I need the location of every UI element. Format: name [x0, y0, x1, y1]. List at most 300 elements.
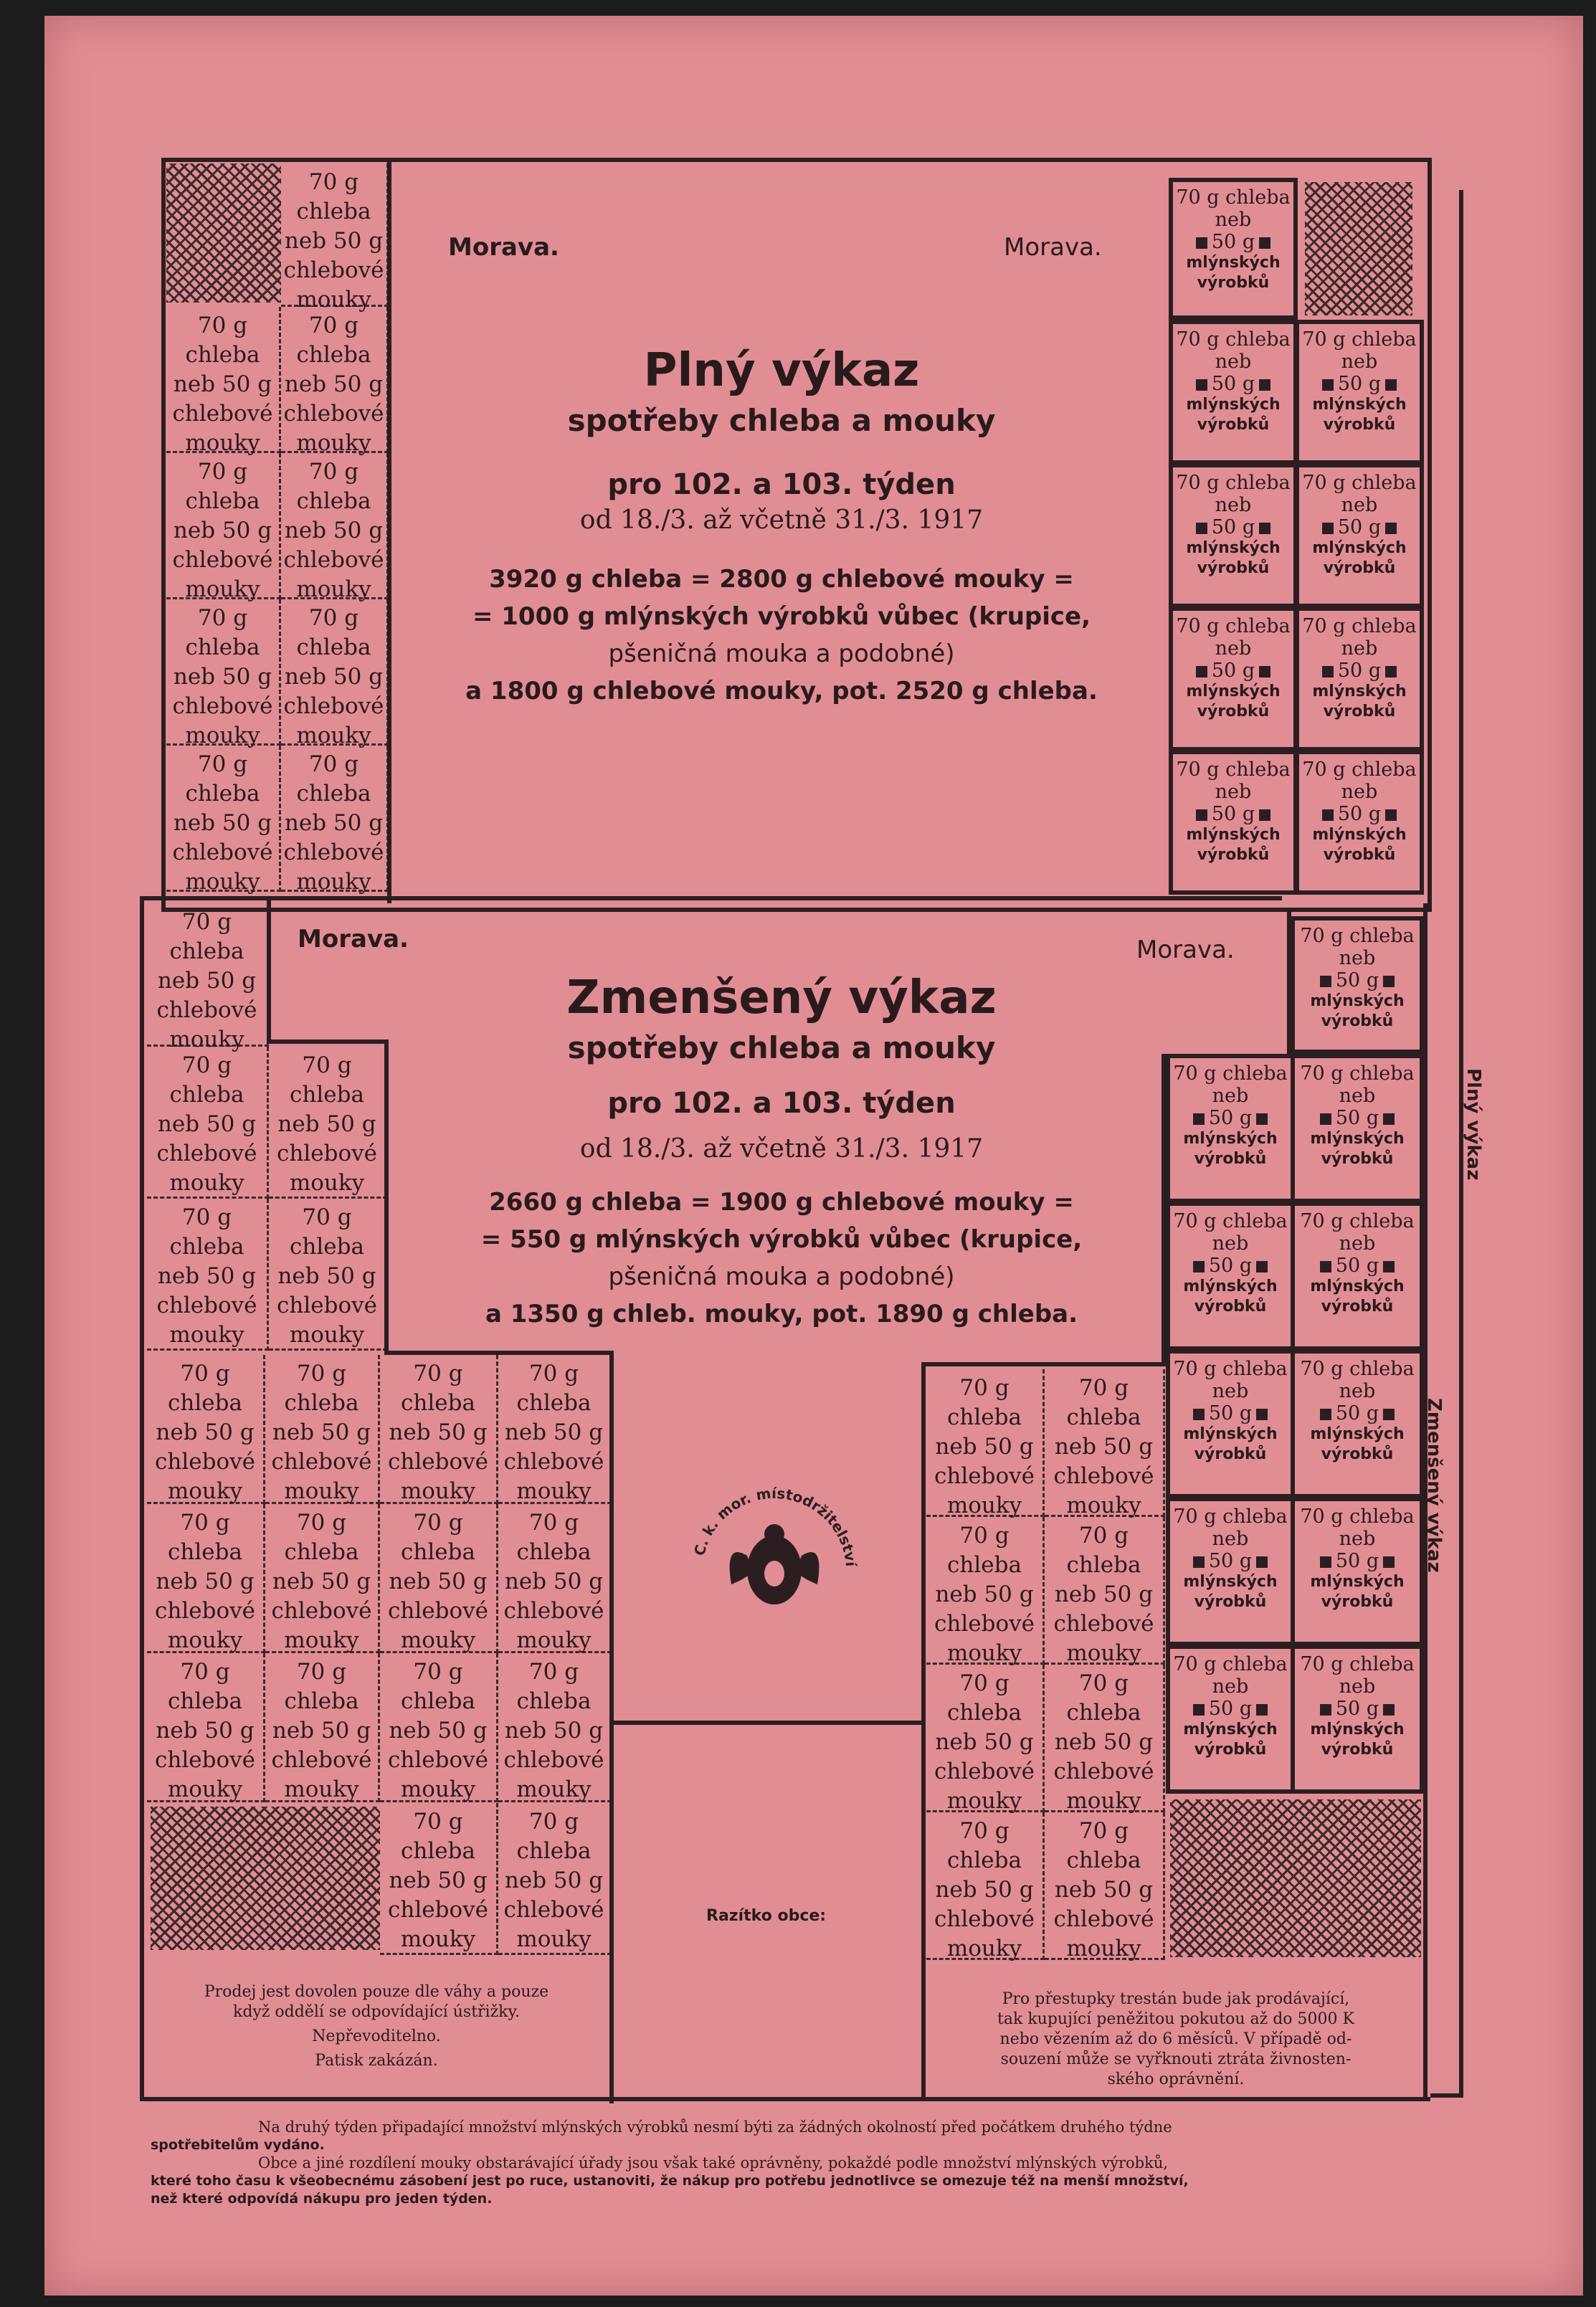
square-icon — [1383, 1704, 1395, 1716]
footer-l2: spotřebitelům vydáno. — [151, 2137, 325, 2153]
bread-coupon — [1045, 1369, 1165, 1517]
footer-l5: než které odpovídá nákupu pro jeden týden. — [151, 2191, 493, 2207]
mill-coupon — [1166, 1497, 1295, 1646]
mill-coupon-amount — [1170, 1402, 1291, 1424]
coupon-text: chlebové — [388, 1598, 488, 1624]
square-icon — [1256, 1556, 1268, 1568]
mill-coupon-text: mlýnských — [1186, 539, 1281, 557]
mill-coupon-text: mlýnských — [1186, 254, 1281, 272]
mill-coupon-text: 50 g — [1211, 373, 1255, 395]
coupon-text: neb 50 g — [1054, 1729, 1154, 1755]
mill-coupon-text: výrobků — [1321, 1298, 1394, 1316]
coupon-text: neb 50 g — [389, 1718, 488, 1744]
coupon-text: neb 50 g — [1054, 1581, 1154, 1607]
mill-coupon-text: výrobků — [1321, 1150, 1394, 1168]
bread-coupon — [498, 1504, 612, 1653]
coupon-text: mouky — [185, 869, 260, 895]
bread-coupon — [265, 1355, 380, 1504]
mill-coupon-text: neb — [1341, 351, 1378, 373]
coupon-text: neb 50 g — [284, 371, 384, 397]
full-amounts — [402, 561, 1162, 710]
mill-coupon-text: 50 g — [1211, 516, 1255, 538]
region-label-left: Morava. — [448, 233, 559, 262]
full-title: Plný výkaz — [643, 344, 920, 397]
mill-coupon-text: 70 g chleba — [1176, 186, 1291, 209]
coupon-text: 70 g chleba — [1066, 1375, 1141, 1430]
coupon-text: 70 g chleba — [516, 1659, 592, 1714]
mill-coupon-text: 50 g — [1335, 1698, 1379, 1720]
coupon-text: mouky — [400, 1926, 476, 1952]
side-tab-line — [1430, 2093, 1463, 2098]
mill-coupon-text: 70 g chleba — [1300, 1653, 1415, 1675]
mill-coupon-text: výrobků — [1321, 1445, 1394, 1463]
mill-coupon-text: 50 g — [1335, 1402, 1379, 1424]
mill-coupon-text: 50 g — [1337, 516, 1382, 538]
mill-coupon-text: výrobků — [1197, 846, 1270, 864]
coupon-text: mouky — [516, 1926, 592, 1952]
coupon-text: mouky — [289, 1170, 365, 1196]
square-icon — [1256, 1261, 1268, 1273]
mill-coupon-text: mlýnských — [1310, 1425, 1405, 1443]
coupon-text: mouky — [296, 869, 371, 895]
mill-coupon-text: výrobků — [1321, 1012, 1394, 1030]
coupon-text: chlebové — [283, 547, 384, 573]
square-icon — [1383, 1113, 1395, 1125]
mill-coupon-amount — [1295, 1550, 1420, 1572]
bread-coupon — [380, 1653, 498, 1802]
reduced-dates: od 18./3. až včetně 31./3. 1917 — [579, 1134, 984, 1164]
mill-coupon-text: mlýnských — [1310, 1573, 1405, 1591]
coupon-text: neb 50 g — [504, 1419, 604, 1445]
bread-coupon — [498, 1803, 612, 1955]
coupon-text: neb 50 g — [157, 968, 257, 994]
coupon-text: mouky — [185, 576, 260, 602]
reduced-subtitle: spotřeby chleba a mouky — [567, 1030, 996, 1065]
divider — [1287, 910, 1291, 1058]
square-icon — [1320, 1704, 1331, 1716]
mill-coupon-text: 50 g — [1208, 1402, 1253, 1424]
bread-coupon — [380, 1504, 498, 1653]
mill-coupon-text: výrobků — [1321, 1593, 1394, 1611]
coupon-text: mouky — [296, 287, 371, 313]
square-icon — [1193, 1261, 1205, 1273]
coupon-text: chlebové — [388, 1449, 488, 1475]
divider — [921, 1362, 1165, 1366]
coupon-text: chlebové — [503, 1897, 604, 1923]
mill-coupon-text: 50 g — [1211, 803, 1255, 825]
coupon-text: neb 50 g — [272, 1569, 371, 1594]
coupon-text: mouky — [169, 1170, 244, 1196]
coupon-text: 70 g chleba — [185, 605, 260, 660]
mill-coupon-text: 70 g chleba — [1300, 1506, 1415, 1528]
mill-coupon-text: 70 g chleba — [1173, 1358, 1288, 1380]
full-ration-heading — [402, 344, 1162, 710]
square-icon — [1193, 1556, 1205, 1568]
divider — [267, 1040, 389, 1044]
bread-coupon — [269, 1047, 387, 1199]
mill-coupon-amount — [1170, 1255, 1291, 1277]
full-line3: pšeničná mouka a podobné) — [608, 639, 955, 668]
divider — [384, 1040, 389, 1355]
square-icon — [1256, 1409, 1268, 1420]
coupon-text: chlebové — [1053, 1611, 1154, 1637]
official-seal — [681, 1462, 868, 1649]
bread-coupon — [498, 1355, 612, 1504]
coupon-text: chlebové — [271, 1449, 372, 1475]
coupon-text: mouky — [516, 1478, 592, 1504]
coupon-text: chlebové — [283, 257, 384, 283]
mill-coupon-text: neb — [1339, 1528, 1376, 1550]
mill-coupon-text: 50 g — [1208, 1698, 1253, 1720]
coupon-text: 70 g chleba — [947, 1818, 1022, 1873]
mill-coupon-amount — [1170, 1550, 1291, 1572]
full-line1: 3920 g chleba = 2800 g chlebové mouky = — [489, 565, 1074, 594]
mill-coupon-amount — [1295, 969, 1420, 991]
divider — [140, 896, 144, 2101]
mill-coupon-text: neb — [1215, 494, 1252, 516]
mill-coupon-text: neb — [1212, 1085, 1249, 1107]
right-notice-l1: Pro přestupky trestán bude jak prodávající, — [1002, 1990, 1350, 2008]
mill-coupon-text: 50 g — [1211, 231, 1255, 253]
square-icon — [1320, 1409, 1331, 1420]
mill-coupon-text: mlýnských — [1183, 1721, 1278, 1738]
mill-coupon-text: mlýnských — [1312, 539, 1407, 557]
mill-coupon-amount — [1170, 1698, 1291, 1720]
bread-coupon — [498, 1653, 612, 1802]
mill-coupon-text: výrobků — [1194, 1150, 1267, 1168]
bread-coupon — [1045, 1812, 1165, 1960]
right-notice-l2: tak kupující peněžitou pokutou až do 5000 K — [997, 2010, 1354, 2028]
mill-coupon-text: výrobků — [1194, 1445, 1267, 1463]
mill-coupon-text: mlýnských — [1312, 682, 1407, 700]
square-icon — [1256, 1113, 1268, 1125]
coupon-text: neb 50 g — [173, 371, 272, 397]
mill-coupon-text: výrobků — [1323, 416, 1396, 434]
coupon-text: chlebové — [172, 547, 273, 573]
coupon-text: 70 g chleba — [296, 459, 371, 514]
coupon-text: neb 50 g — [156, 1569, 255, 1594]
coupon-text: neb 50 g — [935, 1877, 1034, 1903]
divider — [267, 896, 271, 1040]
coupon-text: neb 50 g — [277, 1111, 376, 1137]
coupon-text: mouky — [167, 1776, 243, 1802]
mill-coupon-text: 50 g — [1335, 969, 1379, 991]
coupon-text: 70 g chleba — [947, 1523, 1022, 1578]
coupon-text: mouky — [296, 576, 371, 602]
mill-coupon-text: neb — [1215, 781, 1252, 803]
side-label-full: Plný výkaz — [1463, 1068, 1484, 1181]
coupon-text: mouky — [516, 1776, 592, 1802]
region-label-left: Morava. — [298, 925, 409, 953]
coupon-text: 70 g chleba — [1066, 1818, 1141, 1873]
coupon-text: 70 g chleba — [947, 1670, 1022, 1726]
coupon-text: mouky — [1066, 1640, 1141, 1666]
mill-coupon — [1166, 1349, 1295, 1498]
square-icon — [1193, 1704, 1205, 1716]
coupon-text: neb 50 g — [272, 1419, 371, 1445]
footer-l4: které toho času k všeobecnému zásobení jest po ruce, ustanoviti, že nákup pro potřebu jednotlivce se omezuje též na menší množství, — [151, 2173, 1189, 2189]
coupon-text: neb 50 g — [173, 664, 272, 690]
mill-coupon-text: neb — [1212, 1528, 1249, 1550]
coupon-text: chlebové — [283, 693, 384, 719]
reduced-line4: a 1350 g chleb. mouky, pot. 1890 g chleba. — [485, 1300, 1078, 1328]
mill-coupon-text: 50 g — [1335, 1255, 1379, 1277]
coupon-text: 70 g chleba — [1066, 1523, 1141, 1578]
coupon-text: neb 50 g — [935, 1581, 1034, 1607]
mill-coupon-text: neb — [1215, 637, 1252, 660]
mill-coupon-text: výrobků — [1197, 703, 1270, 720]
mill-coupon-text: neb — [1339, 1232, 1376, 1255]
coupon-text: chlebové — [156, 1141, 257, 1166]
coupon-text: chlebové — [1053, 1759, 1154, 1784]
coupon-text: 70 g chleba — [185, 751, 260, 807]
coupon-text: mouky — [167, 1478, 243, 1504]
full-line2: = 1000 g mlýnských výrobků vůbec (krupice, — [472, 602, 1091, 631]
coupon-text: neb 50 g — [284, 810, 384, 836]
mill-coupon-text: neb — [1215, 351, 1252, 373]
coupon-text: chlebové — [283, 401, 384, 427]
coupon-text: 70 g chleba — [185, 313, 260, 368]
square-icon — [1383, 1409, 1395, 1420]
svg-text:C. k. mor. místodržitelství — [690, 1485, 860, 1568]
coupon-text: neb 50 g — [504, 1569, 604, 1594]
reduced-line3: pšeničná mouka a podobné) — [608, 1262, 955, 1291]
mill-coupon-text: mlýnských — [1183, 1278, 1278, 1295]
mill-coupon-text: mlýnských — [1312, 396, 1407, 414]
coupon-text: mouky — [284, 1776, 359, 1802]
coupon-text: chlebové — [172, 839, 273, 865]
mill-coupon-text: 50 g — [1208, 1255, 1253, 1277]
mill-coupon-text: výrobků — [1197, 274, 1270, 292]
coupon-text: neb 50 g — [157, 1263, 257, 1289]
coupon-text: neb 50 g — [272, 1718, 371, 1744]
mill-coupon-amount — [1295, 1255, 1420, 1277]
coupon-text: 70 g chleba — [401, 1659, 475, 1714]
mill-coupon-text: mlýnských — [1310, 992, 1405, 1010]
reduced-title: Zmenšený výkaz — [566, 971, 997, 1024]
mill-coupon-text: mlýnských — [1186, 396, 1281, 414]
mill-coupon-amount — [1295, 1402, 1420, 1424]
mill-coupon-text: 70 g chleba — [1173, 1062, 1288, 1085]
divider — [921, 1362, 926, 2101]
coupon-text: mouky — [946, 1493, 1022, 1518]
seal-text: C. k. mor. místodržitelství — [690, 1484, 860, 1568]
mill-coupon-text: 70 g chleba — [1176, 615, 1291, 637]
coupon-text: chlebové — [271, 1598, 372, 1624]
square-icon — [1320, 1113, 1331, 1125]
bread-coupon — [380, 1355, 498, 1504]
divider — [609, 1721, 925, 1725]
coupon-text: 70 g chleba — [947, 1375, 1022, 1430]
coupon-text: mouky — [284, 1627, 359, 1653]
coupon-text: mouky — [946, 1640, 1022, 1666]
stamp-label: Razítko obce: — [706, 1907, 827, 1925]
coupon-text: chlebové — [934, 1906, 1035, 1932]
coupon-text: neb 50 g — [284, 228, 384, 254]
coupon-text: chlebové — [277, 1141, 377, 1166]
region-label-right: Morava. — [1136, 936, 1235, 964]
side-label-reduced: Zmenšený výkaz — [1423, 1398, 1445, 1573]
coupon-text: mouky — [1066, 1493, 1141, 1518]
mill-coupon — [1291, 1202, 1424, 1351]
bread-coupon — [147, 1047, 269, 1199]
coupon-text: 70 g chleba — [284, 1510, 359, 1565]
footer-l3: Obce a jiné rozdílení mouky obstarávající úřady jsou však také oprávněny, pokaždé podle množství mlýnských výrobků, — [258, 2154, 1169, 2172]
coupon-text: chlebové — [155, 1598, 255, 1624]
reduced-ration-heading — [402, 971, 1162, 1333]
full-line4: a 1800 g chlebové mouky, pot. 2520 g chleba. — [465, 677, 1098, 705]
bread-coupon — [269, 1199, 387, 1351]
coupon-text: chlebové — [934, 1759, 1035, 1784]
coupon-text: chlebové — [1053, 1906, 1154, 1932]
mill-coupon — [1291, 1645, 1424, 1794]
coupon-text: neb 50 g — [389, 1419, 488, 1445]
square-icon — [1320, 1556, 1331, 1568]
bread-coupon — [926, 1369, 1045, 1517]
coupon-text: mouky — [946, 1788, 1022, 1814]
mill-coupon-text: 50 g — [1208, 1550, 1253, 1572]
mill-coupon-text: 50 g — [1211, 660, 1255, 682]
mill-coupon-text: 70 g chleba — [1300, 1358, 1415, 1380]
mill-coupon-text: výrobků — [1323, 703, 1396, 720]
mill-coupon-text: 70 g chleba — [1302, 615, 1417, 637]
mill-coupon — [1291, 916, 1424, 1054]
coupon-text: chlebové — [155, 1449, 255, 1475]
coupon-text: chlebové — [388, 1747, 488, 1773]
mill-coupon-text: mlýnských — [1183, 1573, 1278, 1591]
coupon-text: 70 g chleba — [168, 1361, 242, 1416]
mill-coupon-amount — [1295, 1107, 1420, 1129]
coupon-text: chlebové — [172, 401, 273, 427]
full-period: pro 102. a 103. týden — [607, 468, 956, 501]
left-notice-l4: Patisk zakázán. — [315, 2052, 438, 2070]
mill-coupon-text: výrobků — [1323, 559, 1396, 577]
mill-coupon-text: 70 g chleba — [1302, 758, 1417, 781]
bread-coupon — [926, 1517, 1045, 1665]
coupon-text: 70 g chleba — [185, 459, 260, 514]
mill-coupon-text: mlýnských — [1310, 1721, 1405, 1738]
coupon-text: 70 g chleba — [168, 1659, 242, 1714]
coupon-text: neb 50 g — [157, 1111, 257, 1137]
coupon-text: mouky — [185, 430, 260, 456]
right-notice-l4: souzení může se vyřknouti ztráta živnosten- — [1000, 2050, 1352, 2068]
mill-coupon-text: 70 g chleba — [1176, 328, 1291, 351]
coupon-text: mouky — [400, 1627, 476, 1653]
coupon-text: 70 g chleba — [296, 313, 371, 368]
mill-coupon-text: 70 g chleba — [1302, 328, 1417, 351]
mill-coupon-text: mlýnských — [1186, 826, 1281, 844]
coupon-text: mouky — [167, 1627, 243, 1653]
mill-coupon-text: 70 g chleba — [1302, 472, 1417, 494]
mill-coupon-text: neb — [1341, 781, 1378, 803]
divider — [1162, 1054, 1166, 1366]
footer-l1: Na druhý týden připadající množství mlýnských výrobků nesmí býti za žádných okolností před počátkem druhého týdne — [258, 2118, 1172, 2136]
coupon-text: chlebové — [283, 839, 384, 865]
divider — [609, 1351, 614, 2103]
bread-coupon — [926, 1665, 1045, 1812]
coupon-text: 70 g chleba — [290, 1052, 364, 1108]
left-notice-l3: Nepřevoditelno. — [312, 2027, 441, 2045]
reduced-line2: = 550 g mlýnských výrobků vůbec (krupice, — [480, 1225, 1083, 1254]
mill-coupon-text: neb — [1339, 1085, 1376, 1107]
coupon-text: neb 50 g — [156, 1419, 255, 1445]
coupon-text: mouky — [289, 1322, 365, 1348]
mill-coupon-text: neb — [1212, 1380, 1249, 1402]
mill-coupon-text: 70 g chleba — [1173, 1210, 1288, 1232]
coupon-text: neb 50 g — [935, 1434, 1034, 1460]
coupon-text: mouky — [169, 1322, 244, 1348]
mill-coupon-text: neb — [1215, 209, 1252, 231]
coupon-text: neb 50 g — [173, 518, 272, 543]
coupon-text: mouky — [296, 723, 371, 748]
mill-coupon — [1166, 1202, 1295, 1351]
mill-coupon-text: výrobků — [1323, 846, 1396, 864]
square-icon — [1383, 976, 1395, 987]
coupon-text: mouky — [516, 1627, 592, 1653]
mill-coupon — [1291, 1349, 1424, 1498]
mill-coupon-text: výrobků — [1197, 559, 1270, 577]
mill-coupon — [1291, 1054, 1424, 1203]
coupon-text: mouky — [1066, 1936, 1141, 1961]
coupon-text: mouky — [946, 1936, 1022, 1961]
square-icon — [1256, 1704, 1268, 1716]
square-icon — [1320, 976, 1331, 987]
coupon-text: chlebové — [934, 1463, 1035, 1489]
mill-coupon-text: mlýnských — [1183, 1425, 1278, 1443]
mill-coupon-text: 70 g chleba — [1173, 1506, 1288, 1528]
bread-coupon — [147, 1199, 269, 1351]
coupon-text: chlebové — [271, 1747, 372, 1773]
mill-coupon-text: 50 g — [1337, 660, 1382, 682]
mill-coupon-text: 70 g chleba — [1173, 1653, 1288, 1675]
divider — [140, 2097, 1430, 2101]
coupon-text: 70 g chleba — [169, 909, 244, 964]
reduced-line1: 2660 g chleba = 1900 g chlebové mouky = — [489, 1188, 1074, 1217]
mill-coupon-text: neb — [1341, 637, 1378, 660]
mill-coupon-amount — [1170, 1107, 1291, 1129]
mill-coupon-text: výrobků — [1194, 1741, 1267, 1759]
coupon-text: chlebové — [503, 1598, 604, 1624]
divider — [1162, 1054, 1291, 1058]
mill-coupon-text: neb — [1339, 1675, 1376, 1698]
coupon-text: 70 g chleba — [284, 1361, 359, 1416]
coupon-text: neb 50 g — [156, 1718, 255, 1744]
mill-coupon-text: 70 g chleba — [1176, 758, 1291, 781]
left-notice-l1: Prodej jest dovolen pouze dle váhy a pouze — [204, 1983, 549, 2001]
mill-coupon-text: 70 g chleba — [1300, 925, 1415, 947]
mill-coupon — [1291, 1497, 1424, 1646]
coupon-text: 70 g chleba — [296, 169, 371, 224]
full-subtitle: spotřeby chleba a mouky — [567, 403, 996, 438]
coupon-text: neb 50 g — [284, 664, 384, 690]
square-icon — [1320, 1261, 1331, 1273]
square-icon — [1383, 1556, 1395, 1568]
coupon-text: chlebové — [1053, 1463, 1154, 1489]
coupon-text: 70 g chleba — [401, 1361, 475, 1416]
mill-coupon-text: mlýnských — [1183, 1130, 1278, 1148]
coupon-text: neb 50 g — [1054, 1434, 1154, 1460]
mill-coupon-text: neb — [1212, 1675, 1249, 1698]
coupon-text: neb 50 g — [277, 1263, 376, 1289]
mill-coupon-text: neb — [1339, 947, 1376, 969]
divider — [142, 896, 1282, 900]
mill-coupon-amount — [1295, 1698, 1420, 1720]
void-pattern — [1170, 1799, 1421, 1957]
bread-coupon — [926, 1812, 1045, 1960]
coupon-text: mouky — [185, 723, 260, 748]
mill-coupon-text: 50 g — [1337, 803, 1382, 825]
coupon-text: 70 g chleba — [1066, 1670, 1141, 1726]
